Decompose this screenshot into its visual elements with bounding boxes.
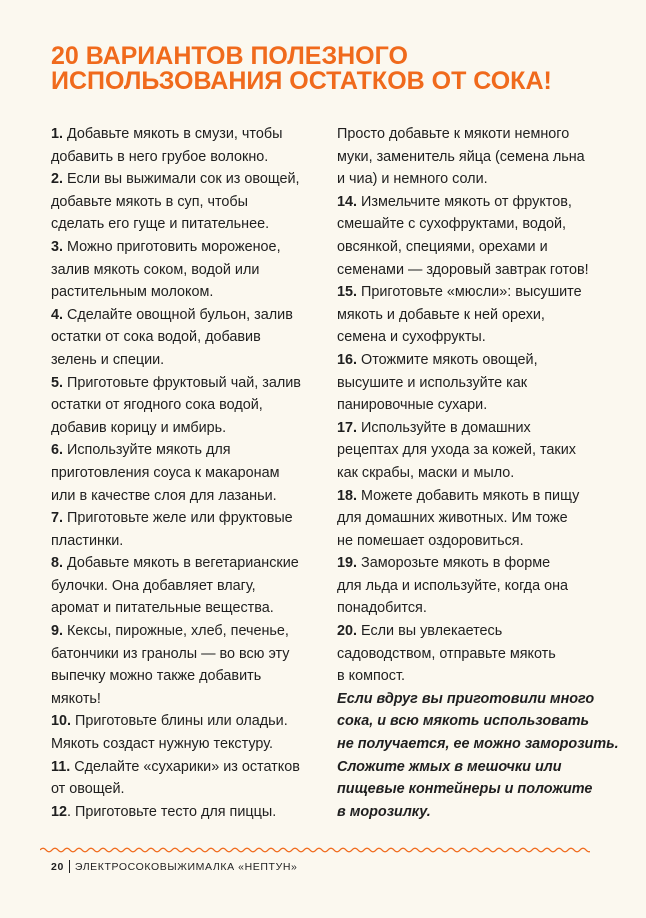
item-text: в компост. xyxy=(337,668,405,685)
list-item-line xyxy=(337,123,599,146)
item-text: мякоть! xyxy=(51,690,101,707)
list-item-line xyxy=(51,394,319,417)
freezing-tip xyxy=(337,688,619,824)
footer-wavy-rule xyxy=(40,846,590,854)
list-item-line xyxy=(337,326,599,349)
list-item-line xyxy=(51,665,319,688)
list-item-start xyxy=(337,349,599,372)
item-text: понадобится. xyxy=(337,600,427,617)
list-item-line xyxy=(51,146,319,169)
item-text: муки, заменитель яйца (семена льна xyxy=(337,148,585,165)
item-text: Добавьте мякоть в вегетарианские xyxy=(63,555,299,572)
item-text: не помешает оздоровиться. xyxy=(337,532,524,549)
item-text: Кексы, пирожные, хлеб, печенье, xyxy=(63,623,289,640)
item-text: Можно приготовить мороженое, xyxy=(63,238,281,255)
list-item-line xyxy=(337,146,599,169)
item-number: 7. xyxy=(51,510,64,527)
item-number: 15. xyxy=(337,284,358,301)
item-text: приготовления соуса к макаронам xyxy=(51,464,280,481)
list-item-start xyxy=(51,168,319,191)
item-text: Используйте в домашних xyxy=(357,419,531,436)
list-item-start xyxy=(51,236,319,259)
item-text: Сделайте овощной бульон, залив xyxy=(63,306,293,323)
list-item-line xyxy=(51,417,319,440)
list-item-line xyxy=(337,213,599,236)
item-number: 5. xyxy=(51,374,64,391)
list-item-line xyxy=(337,304,599,327)
item-number: 4. xyxy=(51,306,64,323)
list-item-line xyxy=(51,191,319,214)
item-text: Измельчите мякоть от фруктов, xyxy=(357,193,572,210)
item-text: Добавьте мякоть в смузи, чтобы xyxy=(63,126,283,142)
item-text: Если вы увлекаетесь xyxy=(357,623,503,640)
item-number: 11. xyxy=(51,758,71,775)
item-text: для домашних животных. Им тоже xyxy=(337,510,568,527)
item-text: выпечку можно также добавить xyxy=(51,668,262,685)
item-text: высушите и используйте как xyxy=(337,374,528,391)
item-text: рецептах для ухода за кожей, таких xyxy=(337,442,576,459)
item-text: залив мякоть соком, водой или xyxy=(51,261,260,278)
page-number: 20 xyxy=(51,860,64,873)
item-text: аромат и питательные вещества. xyxy=(51,600,274,617)
list-item-start xyxy=(51,304,319,327)
item-number: 20. xyxy=(337,623,358,640)
tip-line: пищевые контейнеры и положите xyxy=(337,781,593,798)
list-item-line xyxy=(337,372,599,395)
title-line-2: ИСПОЛЬЗОВАНИЯ ОСТАТКОВ ОТ СОКА! xyxy=(51,67,552,95)
item-text: пластинки. xyxy=(51,532,124,549)
item-number: 2. xyxy=(51,171,64,188)
tip-line: не получается, ее можно заморозить. xyxy=(337,736,619,753)
item-text: остатки от ягодного сока водой, xyxy=(51,397,263,414)
item-number: 18. xyxy=(337,487,358,504)
item-text: Используйте мякоть для xyxy=(63,442,231,459)
item-number: 9. xyxy=(51,623,64,640)
list-item-line xyxy=(337,530,599,553)
list-item-line xyxy=(337,597,599,620)
list-item-start xyxy=(51,801,319,824)
item-text: семенами — здоровый завтрак готов! xyxy=(337,261,589,278)
tip-line: Если вдруг вы приготовили много xyxy=(337,690,595,707)
item-text: Отожмите мякоть овощей, xyxy=(357,351,538,368)
item-text: зелень и специи. xyxy=(51,351,165,368)
page-footer xyxy=(51,860,297,873)
page-title xyxy=(51,44,611,94)
list-item-start xyxy=(51,756,319,779)
item-text: Если вы выжимали сок из овощей, xyxy=(63,171,300,188)
item-text: добавив корицу и имбирь. xyxy=(51,419,227,436)
title-line-1: 20 ВАРИАНТОВ ПОЛЕЗНОГО xyxy=(51,42,408,70)
tip-line: Сложите жмых в мешочки или xyxy=(337,758,562,775)
item-text: или в качестве слоя для лазаньи. xyxy=(51,487,277,504)
list-item-start xyxy=(337,552,599,575)
item-text: Приготовьте желе или фруктовые xyxy=(63,510,293,527)
item-text: как скрабы, маски и мыло. xyxy=(337,464,515,481)
item-text: батончики из гранолы — во всю эту xyxy=(51,645,290,662)
tip-line: в морозилку. xyxy=(337,803,431,820)
item-text: Приготовьте блины или оладьи. xyxy=(71,713,288,730)
list-item-line xyxy=(337,259,599,282)
list-item-start xyxy=(337,620,599,643)
list-item-line xyxy=(337,236,599,259)
item-text: Сделайте «сухарики» из остатков xyxy=(70,758,300,775)
right-column-items xyxy=(337,123,599,688)
item-text: овсянкой, специями, орехами и xyxy=(337,238,548,255)
list-item-line xyxy=(51,575,319,598)
item-text: остатки от сока водой, добавив xyxy=(51,329,261,346)
right-column xyxy=(337,123,619,823)
item-text: Приготовьте «мюсли»: высушите xyxy=(357,284,582,301)
list-item-line xyxy=(337,665,599,688)
list-item-line xyxy=(51,349,319,372)
list-item-line xyxy=(51,259,319,282)
list-item-line xyxy=(337,168,599,191)
left-column xyxy=(51,123,319,823)
item-number: 17. xyxy=(337,419,358,436)
list-item-line xyxy=(337,439,599,462)
list-item-line xyxy=(51,213,319,236)
item-text: Просто добавьте к мякоти немного xyxy=(337,126,570,142)
item-number: 1. xyxy=(51,126,64,142)
item-text: для льда и используйте, когда она xyxy=(337,577,569,594)
item-number: 10. xyxy=(51,713,72,730)
list-item-line xyxy=(337,575,599,598)
item-text: и чиа) и немного соли. xyxy=(337,171,488,188)
item-number: 16. xyxy=(337,351,358,368)
item-number: 12 xyxy=(51,803,68,820)
item-text: Можете добавить мякоть в пищу xyxy=(357,487,580,504)
list-item-line xyxy=(337,507,599,530)
list-item-line xyxy=(337,462,599,485)
list-item-line xyxy=(51,326,319,349)
list-item-line xyxy=(51,733,319,756)
list-item-start xyxy=(337,417,599,440)
item-number: 14. xyxy=(337,193,358,210)
list-item-start xyxy=(337,281,599,304)
item-text: Приготовьте фруктовый чай, залив xyxy=(63,374,301,391)
item-number: 6. xyxy=(51,442,64,459)
item-text: Мякоть создаст нужную текстуру. xyxy=(51,736,274,753)
list-item-line xyxy=(51,597,319,620)
footer-separator xyxy=(69,860,70,873)
list-item-line xyxy=(51,778,319,801)
list-item-start xyxy=(337,485,599,508)
item-text: садоводством, отправьте мякоть xyxy=(337,645,556,662)
item-text: . Приготовьте тесто для пиццы. xyxy=(67,803,277,820)
list-item-line xyxy=(51,462,319,485)
list-item-start xyxy=(51,507,319,530)
item-number: 8. xyxy=(51,555,64,572)
item-text: семена и сухофрукты. xyxy=(337,329,486,346)
list-item-start xyxy=(51,372,319,395)
item-text: добавьте мякоть в суп, чтобы xyxy=(51,193,249,210)
item-text: булочки. Она добавляет влагу, xyxy=(51,577,256,594)
item-text: смешайте с сухофруктами, водой, xyxy=(337,216,567,233)
list-item-line xyxy=(337,643,599,666)
list-item-line xyxy=(51,643,319,666)
list-item-start xyxy=(51,123,319,146)
footer-product-name: ЭЛЕКТРОСОКОВЫЖИМАЛКА «НЕПТУН» xyxy=(74,860,298,873)
list-item-line xyxy=(337,394,599,417)
item-text: сделать его гуще и питательнее. xyxy=(51,216,270,233)
item-text: растительным молоком. xyxy=(51,284,214,301)
list-item-start xyxy=(337,191,599,214)
item-text: мякоть и добавьте к ней орехи, xyxy=(337,306,545,323)
list-item-start xyxy=(51,552,319,575)
item-number: 3. xyxy=(51,238,64,255)
list-item-start xyxy=(51,620,319,643)
list-item-line xyxy=(51,485,319,508)
item-text: панировочные сухари. xyxy=(337,397,488,414)
list-item-line xyxy=(51,530,319,553)
list-item-start xyxy=(51,439,319,462)
tip-line: сока, и всю мякоть использовать xyxy=(337,713,590,730)
list-item-line xyxy=(51,688,319,711)
list-item-line xyxy=(51,281,319,304)
item-text: от овощей. xyxy=(51,781,125,798)
item-text: Заморозьте мякоть в форме xyxy=(357,555,551,572)
item-number: 19. xyxy=(337,555,358,572)
list-item-start xyxy=(51,710,319,733)
item-text: добавить в него грубое волокно. xyxy=(51,148,269,165)
